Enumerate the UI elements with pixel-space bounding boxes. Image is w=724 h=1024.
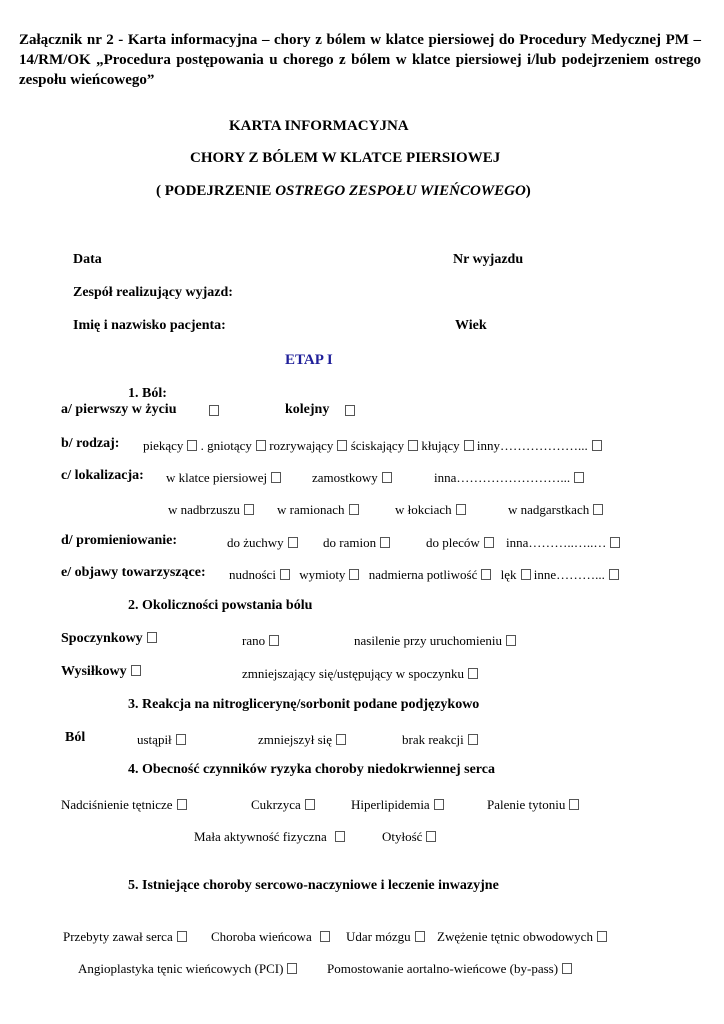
opt-spoczynkowy-text: Spoczynkowy: [61, 631, 143, 646]
checkbox-zawal[interactable]: [177, 931, 187, 942]
checkbox-inne[interactable]: [609, 569, 619, 580]
opt-lokcie: [395, 502, 466, 518]
opt-nudnosci: nudności: [229, 567, 276, 582]
s1-a-label: [61, 402, 176, 418]
s4-heading: 4. Obecność czynników ryzyka choroby niedokrwiennej serca: [128, 762, 495, 777]
opt-palenie-text: Palenie tytoniu: [487, 797, 566, 812]
opt-spoczynkowy: [61, 631, 157, 647]
checkbox-nasilenie[interactable]: [506, 635, 516, 646]
title-karta: KARTA INFORMACYJNA: [229, 118, 409, 134]
checkbox-spoczynkowy[interactable]: [147, 632, 157, 643]
checkbox-gniotacy[interactable]: [256, 440, 266, 451]
opt-plecy: [426, 535, 494, 551]
opt-bypass-text: Pomostowanie aortalno-wieńcowe (by-pass): [327, 961, 559, 976]
s5-heading: 5. Istniejące choroby sercowo-naczyniowe i leczenie inwazyjne: [128, 878, 499, 893]
checkbox-klatka[interactable]: [271, 472, 281, 483]
opt-palenie: [487, 797, 579, 813]
opt-nadgarstki: [508, 502, 603, 518]
opt-klujacy: kłujący: [421, 438, 460, 453]
opt-nadgarstki-text: w nadgarstkach: [508, 502, 590, 517]
title-italic: OSTREGO ZESPOŁU WIEŃCOWEGO: [275, 183, 526, 199]
checkbox-bypass[interactable]: [562, 963, 572, 974]
checkbox-inna-prom[interactable]: [610, 537, 620, 548]
opt-brak-reakcji-text: brak reakcji: [402, 732, 464, 747]
checkbox-lokcie[interactable]: [456, 504, 466, 515]
field-wiek: Wiek: [455, 318, 487, 333]
checkbox-udar[interactable]: [415, 931, 425, 942]
checkbox-zuchwa[interactable]: [288, 537, 298, 548]
checkbox-do-ramion[interactable]: [380, 537, 390, 548]
checkbox-brak-reakcji[interactable]: [468, 734, 478, 745]
opt-zmniejszajacy-text: zmniejszający się/ustępujący w spoczynku: [242, 666, 465, 681]
checkbox-wysilkowy[interactable]: [131, 665, 141, 676]
s3-heading: 3. Reakcja na nitroglicerynę/sorbonit podane podjęzykowo: [128, 697, 480, 712]
opt-nadbrzusze: [168, 502, 254, 518]
opt-zwezenie: [437, 929, 607, 945]
opt-ramiona-text: w ramionach: [277, 502, 345, 517]
opt-zawal: [63, 929, 187, 945]
checkbox-klujacy[interactable]: [464, 440, 474, 451]
opt-rano: [242, 633, 279, 649]
checkbox-nadcisnienie[interactable]: [177, 799, 187, 810]
opt-wysilkowy: [61, 664, 141, 680]
s3-bol: Ból: [65, 730, 86, 745]
intro-paragraph: [19, 30, 701, 90]
checkbox-palenie[interactable]: [569, 799, 579, 810]
opt-hiperlipidemia: [351, 797, 444, 813]
checkbox-zamostkowy[interactable]: [382, 472, 392, 483]
s1-a-kolejny: kolejny: [285, 402, 330, 417]
opt-wymioty: wymioty: [299, 567, 346, 582]
s1-e-options: [229, 567, 619, 583]
opt-nasilenie-text: nasilenie przy uruchomieniu: [354, 633, 503, 648]
title-chory: CHORY Z BÓLEM W KLATCE PIERSIOWEJ: [190, 150, 501, 166]
opt-rano-text: rano: [242, 633, 266, 648]
opt-zamostkowy: [312, 470, 392, 486]
opt-inne: inne………...: [533, 567, 605, 582]
checkbox-nadgarstki[interactable]: [593, 504, 603, 515]
opt-plecy-text: do pleców: [426, 535, 480, 550]
title-prefix: ( PODEJRZENIE: [156, 183, 276, 199]
checkbox-zwezenie[interactable]: [597, 931, 607, 942]
checkbox-cukrzyca[interactable]: [305, 799, 315, 810]
opt-pci-text: Angioplastyka tęnic wieńcowych (PCI): [78, 961, 284, 976]
checkbox-sciskajacy[interactable]: [408, 440, 418, 451]
opt-brak-reakcji: [402, 732, 478, 748]
opt-lek: lęk: [500, 567, 517, 582]
opt-zawal-text: Przebyty zawał serca: [63, 929, 173, 944]
checkbox-inny[interactable]: [592, 440, 602, 451]
title-suffix: ): [525, 183, 531, 199]
field-nr-wyjazdu: Nr wyjazdu: [453, 252, 524, 267]
opt-zuchwa-text: do żuchwy: [227, 535, 284, 550]
s1-a-text: a/ pierwszy w życiu: [61, 402, 177, 417]
opt-nasilenie: [354, 633, 516, 649]
checkbox-kolejny[interactable]: [345, 405, 355, 416]
opt-otylosc-text: Otyłość: [382, 829, 423, 844]
field-zespol: Zespół realizujący wyjazd:: [73, 285, 233, 300]
opt-nadbrzusze-text: w nadbrzuszu: [168, 502, 240, 517]
checkbox-lek[interactable]: [521, 569, 531, 580]
opt-udar: [346, 929, 425, 945]
checkbox-ramiona[interactable]: [349, 504, 359, 515]
opt-inna-prom: [506, 535, 620, 551]
opt-zmniejszyl: [258, 732, 346, 748]
opt-cukrzyca-text: Cukrzyca: [251, 797, 301, 812]
opt-gniotacy: . gniotący: [200, 438, 252, 453]
field-data: Data: [73, 252, 102, 267]
checkbox-plecy[interactable]: [484, 537, 494, 548]
opt-potliwosc: nadmierna potliwość: [368, 567, 478, 582]
opt-ramiona: [277, 502, 359, 518]
opt-zamostkowy-text: zamostkowy: [312, 470, 378, 485]
intro-line-2: 14/RM/OK „Procedura postępowania u chorego z bólem w klatce piersiowej i/lub podejrzeniem ostrego: [19, 52, 701, 68]
opt-otylosc: [382, 829, 436, 845]
checkbox-nudnosci[interactable]: [280, 569, 290, 580]
opt-lokcie-text: w łokciach: [395, 502, 452, 517]
checkbox-pierwszy[interactable]: [209, 405, 219, 416]
checkbox-wiencowa[interactable]: [320, 931, 330, 942]
checkbox-zmniejszyl[interactable]: [336, 734, 346, 745]
opt-sciskajacy: ściskający: [350, 438, 405, 453]
opt-wiencowa-text: Choroba wieńcowa: [211, 929, 312, 944]
checkbox-rozrywajacy[interactable]: [337, 440, 347, 451]
opt-hiperlipidemia-text: Hiperlipidemia: [351, 797, 430, 812]
s2-heading: 2. Okoliczności powstania bólu: [128, 598, 313, 613]
opt-rozrywajacy: rozrywający: [269, 438, 334, 453]
s1-d-label: d/ promieniowanie:: [61, 533, 178, 548]
intro-line-1: Załącznik nr 2 - Karta informacyjna – chory z bólem w klatce piersiowej do Procedury Medycznej PM –: [19, 32, 701, 48]
checkbox-otylosc[interactable]: [426, 831, 436, 842]
intro-line-3: zespołu wieńcowego”: [19, 72, 155, 88]
s1-heading: 1. Ból:: [128, 386, 167, 401]
opt-ustapil: [137, 732, 186, 748]
opt-zwezenie-text: Zwężenie tętnic obwodowych: [437, 929, 593, 944]
opt-zmniejszyl-text: zmniejszył się: [258, 732, 333, 747]
title-podejrzenie: [156, 183, 531, 200]
opt-do-ramion-text: do ramion: [323, 535, 377, 550]
opt-zuchwa: [227, 535, 298, 551]
opt-udar-text: Udar mózgu: [346, 929, 411, 944]
checkbox-hiperlipidemia[interactable]: [434, 799, 444, 810]
checkbox-zmniejszajacy[interactable]: [468, 668, 478, 679]
opt-nadcisnienie: [61, 797, 187, 813]
opt-zmniejszajacy: [242, 666, 478, 682]
opt-piekacy: piekący: [143, 438, 184, 453]
field-imie: Imię i nazwisko pacjenta:: [73, 318, 226, 333]
checkbox-potliwosc[interactable]: [481, 569, 491, 580]
s1-b-label: b/ rodzaj:: [61, 436, 120, 451]
opt-wiencowa: [211, 929, 330, 945]
s1-e-label: e/ objawy towarzyszące:: [61, 565, 206, 580]
opt-do-ramion: [323, 535, 390, 551]
opt-klatka: [166, 470, 281, 486]
checkbox-ustapil[interactable]: [176, 734, 186, 745]
opt-wysilkowy-text: Wysiłkowy: [61, 664, 127, 679]
opt-inna-prom-text: inna………..…..…: [506, 535, 607, 550]
opt-aktywnosc-text: Mała aktywność fizyczna: [194, 829, 327, 844]
opt-inna-lok: [434, 470, 584, 486]
checkbox-inna-lok[interactable]: [574, 472, 584, 483]
opt-inny: inny………………...: [476, 438, 588, 453]
checkbox-piekacy[interactable]: [187, 440, 197, 451]
s1-b-options: [143, 438, 602, 454]
opt-inna-lok-text: inna……………………...: [434, 470, 571, 485]
opt-aktywnosc: [194, 829, 345, 845]
opt-nadcisnienie-text: Nadciśnienie tętnicze: [61, 797, 173, 812]
etap-heading: ETAP I: [285, 352, 333, 368]
checkbox-aktywnosc[interactable]: [335, 831, 345, 842]
opt-klatka-text: w klatce piersiowej: [166, 470, 268, 485]
checkbox-rano[interactable]: [269, 635, 279, 646]
checkbox-wymioty[interactable]: [349, 569, 359, 580]
s1-c-label: c/ lokalizacja:: [61, 468, 144, 483]
opt-pci: [78, 961, 297, 977]
checkbox-pci[interactable]: [287, 963, 297, 974]
checkbox-nadbrzusze[interactable]: [244, 504, 254, 515]
opt-ustapil-text: ustąpił: [137, 732, 172, 747]
opt-bypass: [327, 961, 572, 977]
opt-cukrzyca: [251, 797, 315, 813]
